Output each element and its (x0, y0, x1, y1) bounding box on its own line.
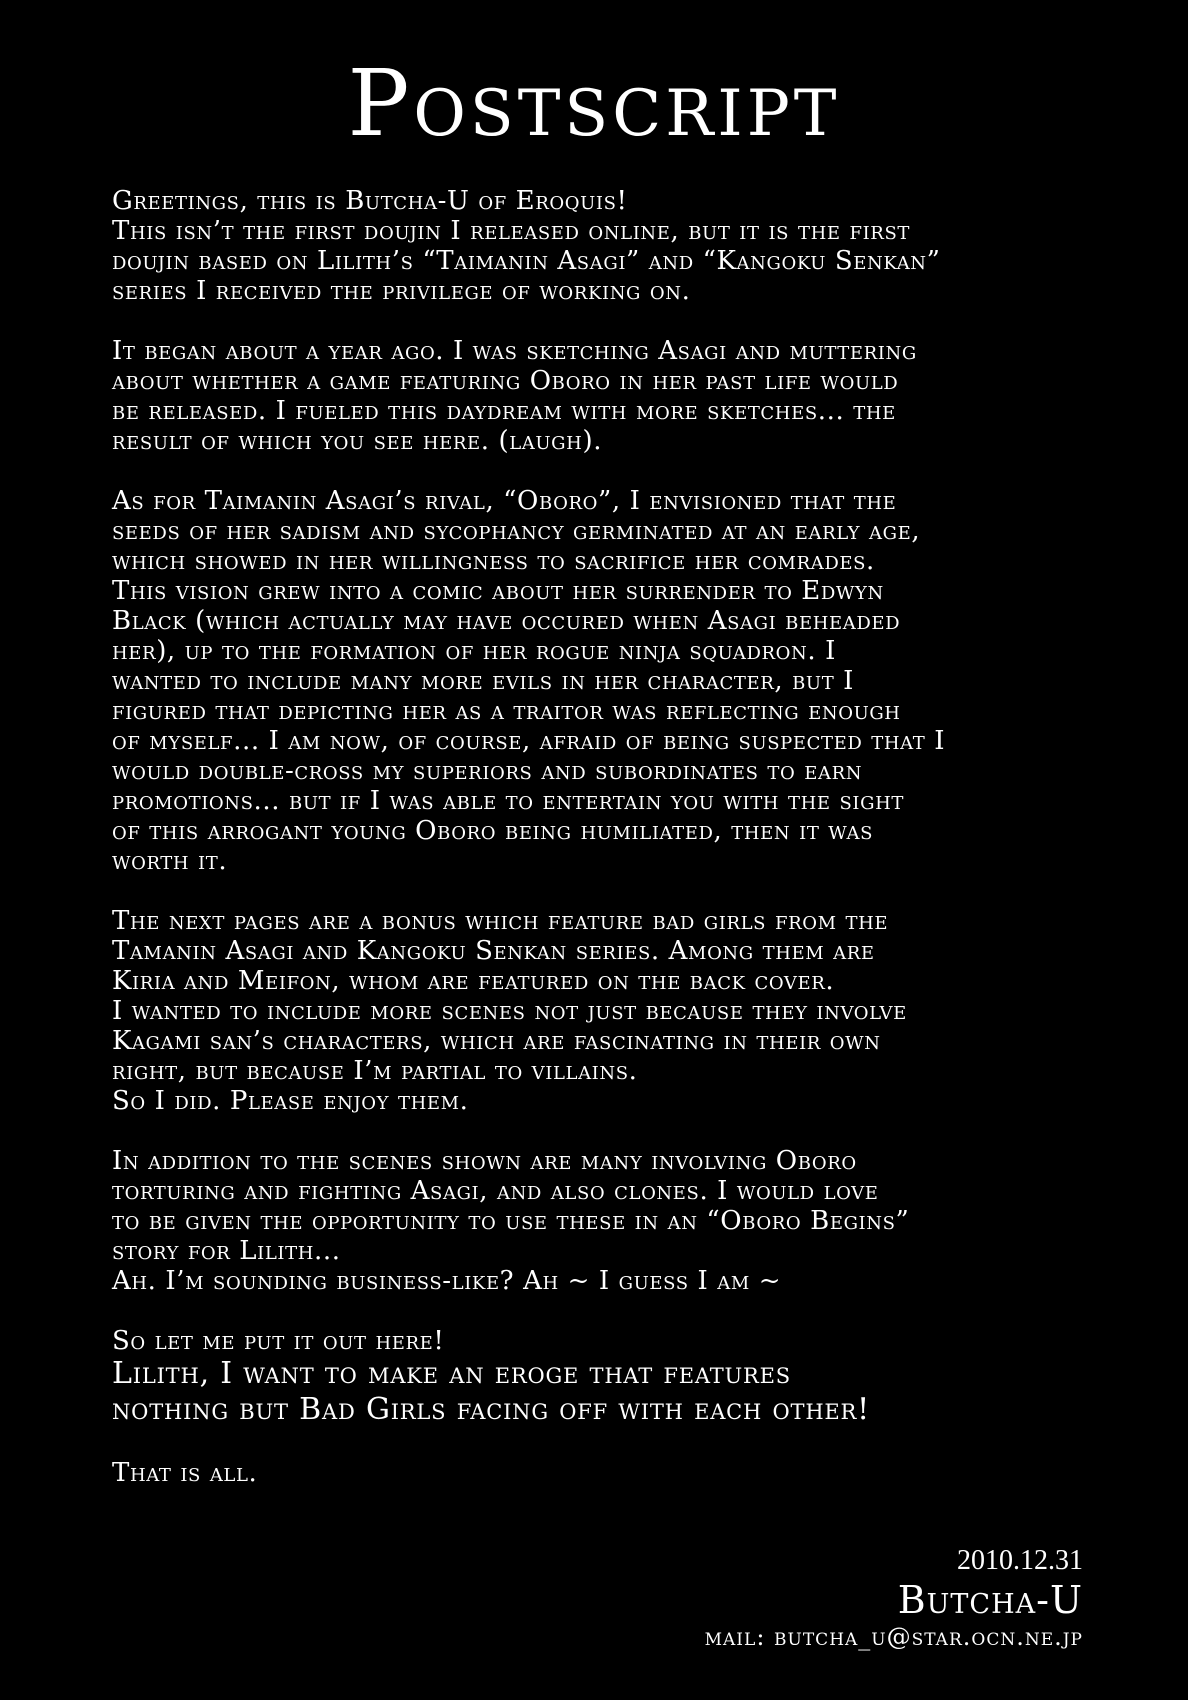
text-line: Greetings, this is Butcha-U of Eroquis! (112, 186, 628, 216)
text-line: Kagami san’s characters, which are fascinating in their own (112, 1026, 881, 1056)
text-line: I wanted to include more scenes not just because they involve (112, 996, 907, 1026)
closing-line (112, 1458, 1112, 1488)
text-line: promotions... but if I was able to entertain you with the sight (112, 786, 904, 816)
signature-date: 2010.12.31 (957, 1545, 1083, 1576)
text-line: Tamanin Asagi and Kangoku Senkan series. Among them are (112, 936, 875, 966)
text-line: The next pages are a bonus which feature bad girls from the (112, 906, 889, 936)
text-line: her), up to the formation of her rogue ninja squadron. I (112, 636, 836, 666)
text-line: So I did. Please enjoy them. (112, 1086, 469, 1116)
text-line: Kiria and Meifon, whom are featured on the back cover. (112, 966, 835, 996)
signature-block (705, 1544, 1083, 1652)
paragraph-greeting (112, 186, 1112, 306)
text-line: about whether a game featuring Oboro in her past life would (112, 366, 899, 396)
signature-name: Butcha-U (897, 1578, 1083, 1622)
text-line: right, but because I’m partial to villains. (112, 1056, 638, 1086)
paragraph-oboro (112, 486, 1112, 876)
paragraph-scenes (112, 1146, 1112, 1296)
text-line: of myself... I am now, of course, afraid of being suspected that I (112, 726, 946, 756)
text-line: So let me put it out here! (112, 1326, 445, 1356)
text-line: seeds of her sadism and sycophancy germinated at an early age, (112, 516, 921, 546)
text-line: torturing and fighting Asagi, and also clones. I would love (112, 1176, 879, 1206)
text-line: In addition to the scenes shown are many involving Oboro (112, 1146, 857, 1176)
text-line: of this arrogant young Oboro being humiliated, then it was (112, 816, 874, 846)
text-line: figured that depicting her as a traitor was reflecting enough (112, 696, 901, 726)
text-line: wanted to include many more evils in her character, but I (112, 666, 855, 696)
text-line: to be given the opportunity to use these in an “Oboro Begins” (112, 1206, 910, 1236)
text-line: This isn’t the first doujin I released online, but it is the first (112, 216, 910, 246)
text-line: Black (which actually may have occured when Asagi beheaded (112, 606, 901, 636)
emphasis-line: nothing but Bad Girls facing off with each other! (112, 1392, 871, 1427)
closing-intro (112, 1326, 1112, 1356)
text-line: This vision grew into a comic about her surrender to Edwyn (112, 576, 884, 606)
text-line: Ah. I’m sounding business-like? Ah ~ I guess I am ~ (112, 1266, 782, 1296)
signature-mail: mail: butcha_u@star.ocn.ne.jp (704, 1623, 1083, 1651)
text-line: It began about a year ago. I was sketching Asagi and muttering (112, 336, 917, 366)
emphasis-line: Lilith, I want to make an eroge that features (112, 1356, 791, 1391)
text-line: series I received the privilege of working on. (112, 276, 691, 306)
text-line: That is all. (112, 1458, 258, 1488)
text-line: story for Lilith... (112, 1236, 341, 1266)
text-line: would double-cross my superiors and subordinates to earn (112, 756, 863, 786)
postscript-body (112, 186, 1112, 1518)
paragraph-bonus (112, 906, 1112, 1116)
text-line: worth it. (112, 846, 228, 876)
text-line: which showed in her willingness to sacrifice her comrades. (112, 546, 875, 576)
paragraph-origin (112, 336, 1112, 456)
page-title: Postscript (347, 50, 841, 157)
text-line: result of which you see here. (laugh). (112, 426, 603, 456)
emphasis-statement (112, 1356, 1112, 1428)
text-line: doujin based on Lilith’s “Taimanin Asagi” and “Kangoku Senkan” (112, 246, 941, 276)
text-line: As for Taimanin Asagi’s rival, “Oboro”, I envisioned that the (112, 486, 897, 516)
text-line: be released. I fueled this daydream with more sketches... the (112, 396, 896, 426)
